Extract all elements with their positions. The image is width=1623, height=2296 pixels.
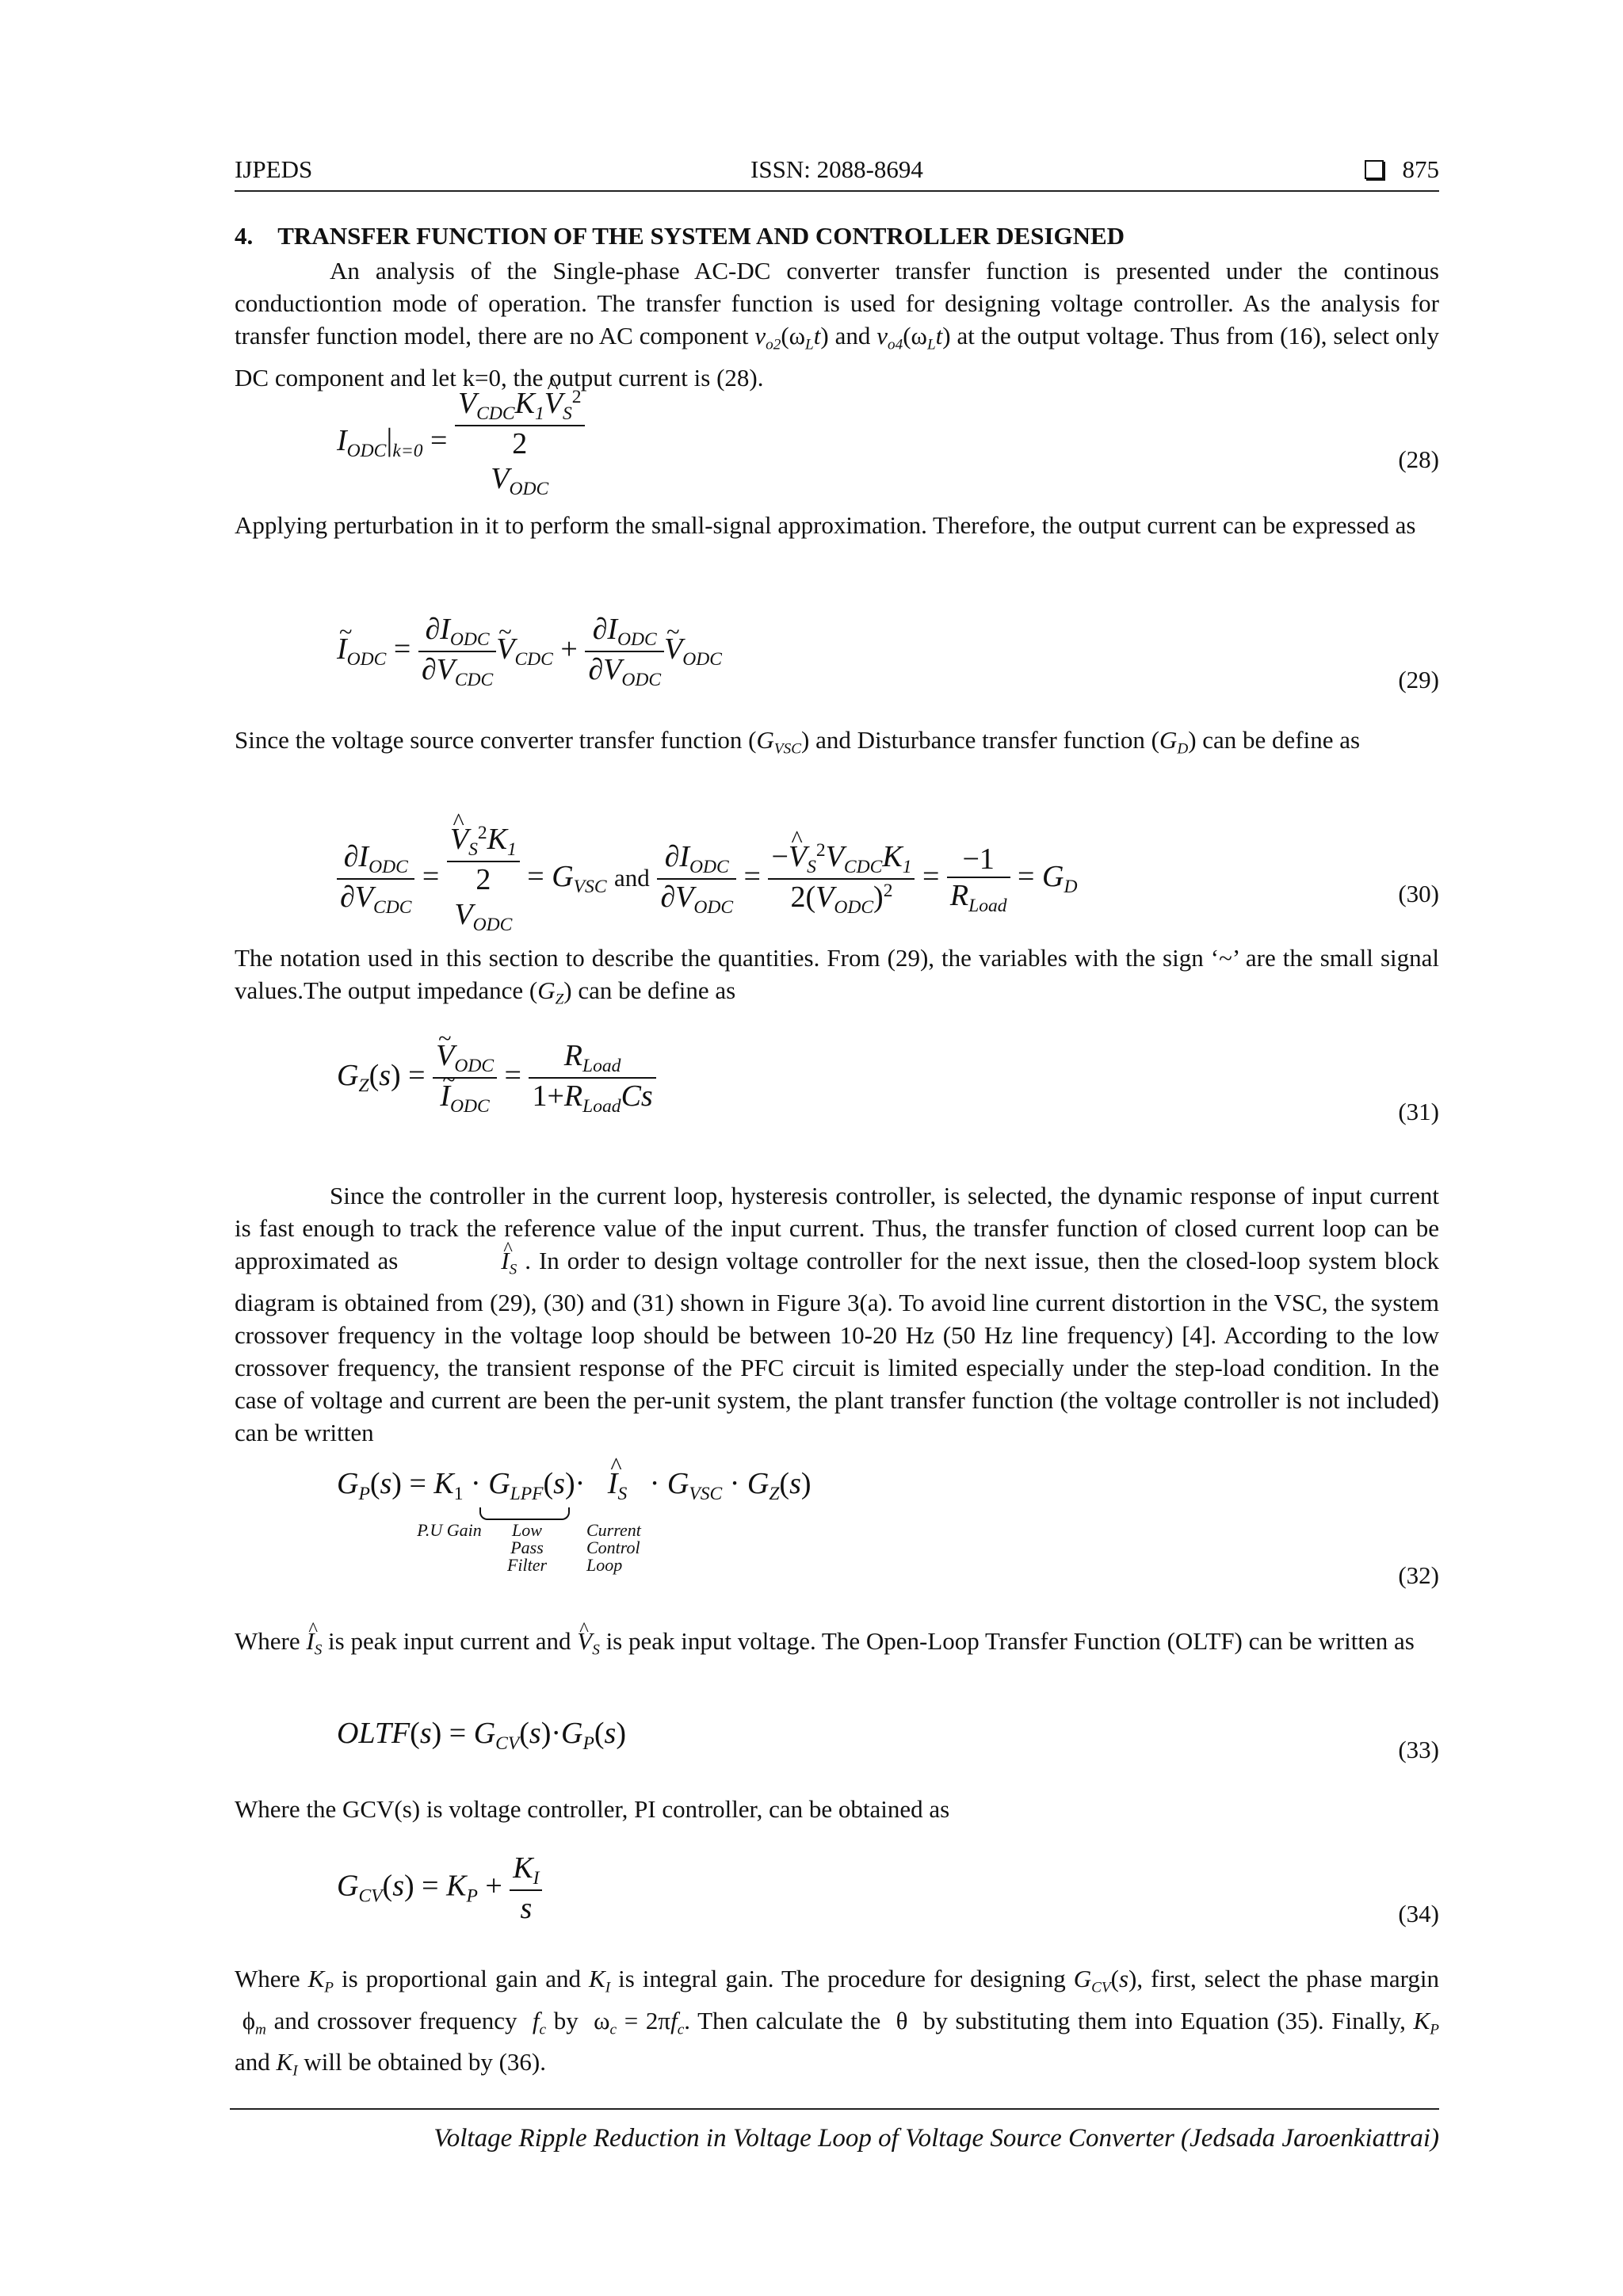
paragraph-6: Where ^ $I_S$ is peak input current and ^ $V_S$ is peak input voltage. The Open-Loop Transfer Function (OLTF) can be written as [235, 1625, 1439, 1667]
equation-number-34: (34) [1398, 1900, 1439, 1927]
page-footer [230, 2108, 1439, 2153]
page-header [235, 155, 1439, 192]
issn-label: ISSN: 2088-8694 [750, 155, 923, 183]
equation-28: $I_{ODC}|_{k=0}$ = $V_{CDC}K_1\^{}$ $V_S^2$ 2 $V_{ODC}$ [337, 386, 585, 500]
paragraph-2: Applying perturbation in it to perform the small-signal approximation. Therefore, the output current can be expressed as [235, 511, 1416, 539]
current-control-loop-label: Current Control Loop [586, 1520, 641, 1575]
paragraph-8: Where $K_P$ is proportional gain and $K_I$ is integral gain. The procedure for designing $G_{CV}(s)$, first, select the phase margin $\phi_m$ and crossover frequency $f_c$ by $\omega_c = 2\pi f_c$. Then calculate the θ by substituting them into Equation (35). Finally, $K_P$ and $K_I$ will be obtained by (36). [235, 1965, 1439, 2080]
page-number: 875 [1402, 155, 1439, 183]
paragraph-1: An analysis of the Single-phase AC-DC converter transfer function is presented under the continous conductiontion mode of operation. The transfer function is used for designing voltage controller. As the analysis for transfer function model, there are no AC component $v_{o2}(\omega_Lt)$ and $v_{o4}(\omega_Lt)$ at the output voltage. Thus from (16), select only DC component and let k=0, the output current is (28). [235, 257, 1439, 392]
paragraph-3: Since the voltage source converter transfer function $(G_{VSC})$ and Disturbance transfer function $(G_D)$ can be define as [235, 726, 1361, 758]
section-heading: 4. TRANSFER FUNCTION OF THE SYSTEM AND CONTROLLER DESIGNED [235, 222, 1125, 250]
footer-title: Voltage Ripple Reduction in Voltage Loop of Voltage Source Converter (Jedsada Jaroenkiattrai) [433, 2124, 1439, 2153]
equation-number-31: (31) [1398, 1098, 1439, 1125]
equation-number-29: (29) [1398, 666, 1439, 693]
journal-name: IJPEDS [235, 155, 313, 183]
equation-31: $G_Z(s)$ = ~ $V_{ODC}$ ~ $I_{ODC}$ = $\frac{R_{Load}}{1+R_{Load}Cs}$ [337, 1038, 656, 1117]
checkbox-icon [1365, 160, 1384, 179]
and-word: and [614, 863, 650, 892]
underbrace [479, 1507, 570, 1520]
equation-number-32: (32) [1398, 1561, 1439, 1589]
equation-34: $G_{CV}(s) = K_P$ + $\frac{K_I}{s}$ [337, 1851, 542, 1926]
low-pass-filter-label: Low Pass Filter [506, 1520, 548, 1575]
paragraph-4: The notation used in this section to describe the quantities. From (29), the variables with the sign ‘~’ are the small signal values.The output impedance $(G_Z)$ can be define as [235, 944, 1439, 1008]
equation-number-30: (30) [1398, 880, 1439, 907]
equation-29: ~ $I_{ODC}$ = $\frac{\partial I_{ODC}}{\partial V_{CDC}}$ ~ $V_{CDC}$ + $\frac{\partial I_{ODC}}{\partial V_{ODC}}$ ~ $V_{ODC}$ [337, 612, 722, 691]
equation-32: $G_P(s) = K_1 \cdot G_{LPF}(s)\cdot$ ^ $I_S$ · $G_{VSC} \cdot G_Z(s)$ [337, 1466, 812, 1505]
equation-33: OLTF(s) = $G_{CV}(s)\cdot G_P(s)$ [337, 1717, 626, 1755]
pu-gain-label: P.U Gain [417, 1520, 482, 1540]
equation-30: $\frac{\partial I_{ODC}}{\partial V_{CDC}}$ = ^ $V_S^2K_1$ 2 $V_{ODC} = G_{VSC}$ and $\frac{\partial I_{ODC}}{\partial V_{ODC}}$ = $\frac{-\^{} V_S^2V_{CDC}K_1}{2(V_{ODC})^2}$ = $\frac{-1}{R_{Load}}$ = $G_D$ [337, 822, 1077, 936]
equation-number-33: (33) [1398, 1736, 1439, 1763]
paragraph-7: Where the GCV(s) is voltage controller, PI controller, can be obtained as [235, 1795, 950, 1823]
equation-number-28: (28) [1398, 445, 1439, 473]
paragraph-5: Since the controller in the current loop, hysteresis controller, is selected, the dynamic response of input current is fast enough to track the reference value of the input current. Thus, the transfer function of closed current loop can be approximated as ^ $I_S$ . In order to design voltage controller for the next issue, then the closed-loop system block diagram is obtained from (29), (30) and (31) shown in Figure 3(a). To avoid line current distortion in the VSC, the system crossover frequency in the voltage loop should be between 10-20 Hz (50 Hz line frequency) [4]. According to the low crossover frequency, the transient response of the PFC circuit is limited especially under the step-load condition. In the case of voltage and current are been the per-unit system, the plant transfer function (the voltage controller is not included) can be written [235, 1179, 1439, 1449]
